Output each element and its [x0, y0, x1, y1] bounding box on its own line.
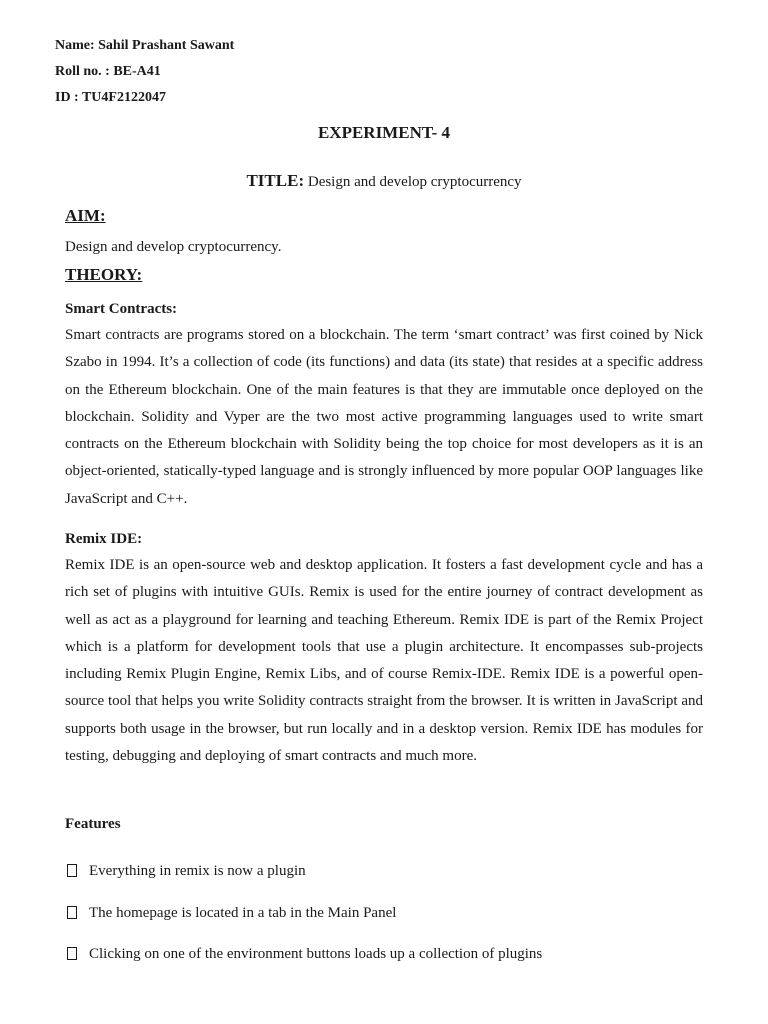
list-item	[65, 860, 715, 902]
features-list	[65, 860, 715, 985]
bullet-box-icon	[67, 947, 77, 960]
feature-text: Clicking on one of the environment buttons loads up a collection of plugins	[89, 946, 543, 962]
bullet-box-icon	[67, 906, 77, 919]
feature-text: The homepage is located in a tab in the Main Panel	[89, 904, 397, 921]
theory-heading: THEORY:	[65, 265, 143, 284]
student-name: Name: Sahil Prashant Sawant	[55, 38, 235, 53]
title-line	[0, 171, 768, 192]
aim-heading: AIM:	[65, 206, 106, 225]
features-heading: Features	[65, 816, 121, 832]
experiment-title: EXPERIMENT- 4	[317, 123, 451, 142]
title-text: Design and develop cryptocurrency	[304, 174, 522, 190]
title-label: TITLE:	[246, 171, 305, 190]
bullet-box-icon	[67, 864, 77, 877]
list-item	[65, 902, 715, 944]
list-item	[65, 943, 715, 985]
smart-contracts-heading: Smart Contracts:	[65, 301, 178, 317]
remix-ide-paragraph: Remix IDE is an open-source web and desktop application. It fosters a fast development cycle and has a rich set of plugins with intuitive GUIs. Remix is used for the entire journey of contract development as well as act as a playground for learning and teaching Ethereum. Remix IDE is part of the Remix Project which is a platform for development tools that use a plugin architecture. It encompasses sub-projects including Remix Plugin Engine, Remix Libs, and of course Remix-IDE. Remix IDE is a powerful open-source tool that helps you write Solidity contracts straight from the browser. It is written in JavaScript and supports both usage in the browser, but run locally and in a desktop version. Remix IDE has modules for testing, debugging and deploying of smart contracts and much more.	[65, 557, 703, 765]
smart-contracts-paragraph: Smart contracts are programs stored on a blockchain. The term ‘smart contract’ was first coined by Nick Szabo in 1994. It’s a collection of code (its functions) and data (its state) that resides at a specific address on the Ethereum blockchain. One of the main features is that they are immutable once deployed on the blockchain. Solidity and Vyper are the two most active programming languages used to write smart contracts on the Ethereum blockchain with Solidity being the top choice for most developers as it is an object-oriented, statically-typed language and is strongly influenced by more popular OOP languages like JavaScript and C++.	[65, 327, 703, 507]
remix-ide-heading: Remix IDE:	[65, 531, 143, 547]
aim-text: Design and develop cryptocurrency.	[65, 239, 282, 255]
feature-text: Everything in remix is now a plugin	[89, 863, 306, 879]
roll-number: Roll no. : BE-A41	[55, 64, 161, 79]
student-id: ID : TU4F2122047	[55, 90, 166, 105]
